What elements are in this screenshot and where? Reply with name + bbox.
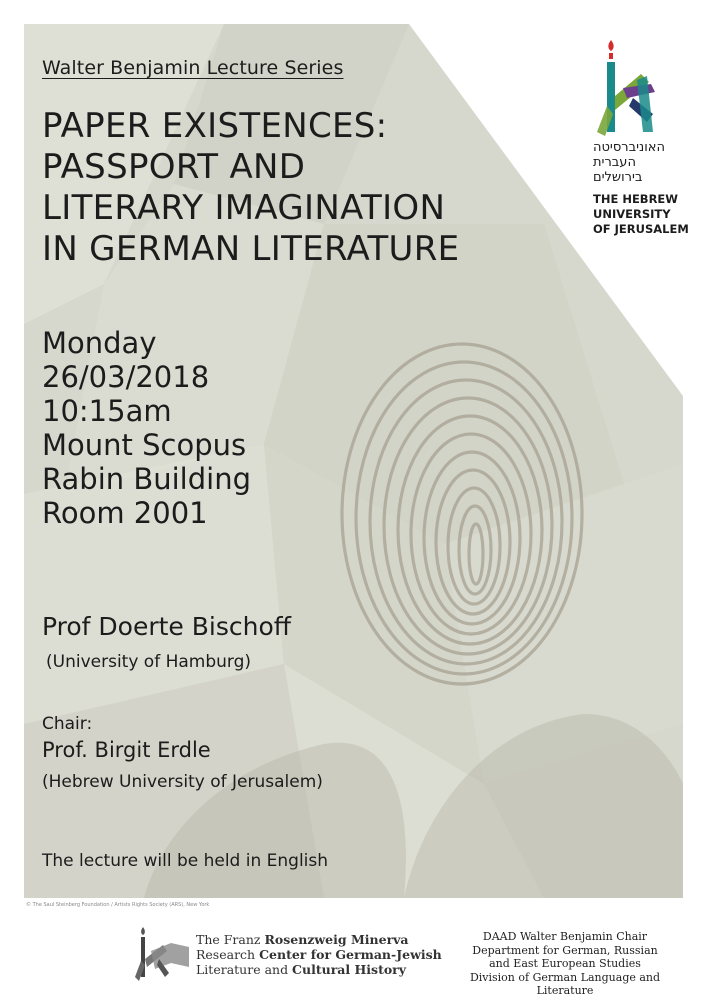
university-name-hebrew — [593, 140, 697, 185]
speaker-affiliation: (University of Hamburg) — [46, 652, 252, 672]
language-note: The lecture will be held in English — [42, 851, 329, 871]
speaker-name: Prof Doerte Bischoff — [42, 612, 291, 641]
event-time: 10:15am — [42, 394, 172, 428]
hebrew-university-logo-icon — [593, 36, 663, 136]
title-line: PAPER EXISTENCES: — [42, 106, 388, 146]
event-details — [42, 326, 251, 530]
english-line: OF JERUSALEM — [593, 222, 689, 236]
lecture-series-label: Walter Benjamin Lecture Series — [42, 57, 344, 79]
chair-affiliation: (Hebrew University of Jerusalem) — [42, 772, 323, 792]
rosenzweig-text-bold: Rosenzweig Minerva — [264, 932, 409, 947]
event-building: Rabin Building — [42, 462, 251, 496]
english-line: THE HEBREW — [593, 192, 678, 206]
daad-chair-info — [452, 930, 678, 998]
rosenzweig-text: Research — [196, 947, 260, 962]
rosenzweig-text-bold: Center for German-Jewish — [259, 947, 442, 962]
poster-background — [24, 24, 683, 898]
english-line: UNIVERSITY — [593, 207, 671, 221]
title-line: LITERARY IMAGINATION — [42, 188, 446, 228]
university-name-english — [593, 192, 689, 237]
title-line: IN GERMAN LITERATURE — [42, 229, 460, 269]
rosenzweig-text: Literature and — [196, 962, 293, 977]
daad-line: DAAD Walter Benjamin Chair — [482, 930, 648, 943]
title-line: PASSPORT AND — [42, 147, 306, 187]
hebrew-line: בירושלים — [593, 170, 643, 185]
chair-label: Chair: — [42, 714, 93, 734]
rosenzweig-center-name — [196, 932, 442, 977]
rosenzweig-text-bold: Cultural History — [292, 962, 407, 977]
rosenzweig-text: The Franz — [196, 932, 265, 947]
rosenzweig-center-logo-icon — [133, 925, 191, 981]
lecture-title — [42, 106, 459, 270]
event-room: Room 2001 — [42, 496, 208, 530]
daad-line: and East European Studies — [489, 957, 641, 970]
chair-name: Prof. Birgit Erdle — [42, 738, 211, 762]
event-date: 26/03/2018 — [42, 360, 210, 394]
event-campus: Mount Scopus — [42, 428, 247, 462]
event-day: Monday — [42, 326, 157, 360]
hebrew-line: האוניברסיטה — [593, 140, 665, 155]
daad-line: Division of German Language and Literature — [469, 970, 661, 997]
image-credit: © The Saul Steinberg Foundation / Artists Rights Society (ARS), New York — [26, 902, 210, 908]
daad-line: Department for German, Russian — [472, 943, 658, 957]
hebrew-line: העברית — [593, 155, 636, 170]
